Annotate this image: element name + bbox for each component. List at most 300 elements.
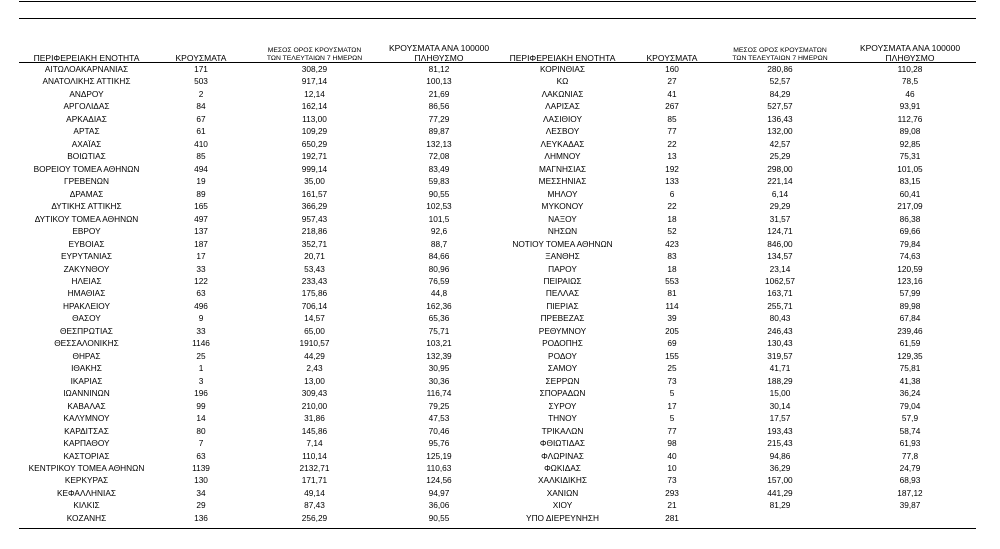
region-cell: ΙΩΑΝΝΙΝΩΝ (63, 388, 110, 399)
cases-cell: 410 (194, 138, 208, 149)
per100k-cell: 110,28 (897, 64, 923, 74)
per100k-cell: 132,13 (426, 138, 452, 149)
avg7-cell: 84,29 (769, 88, 791, 99)
cases-cell: 33 (196, 325, 206, 336)
avg7-cell: 113,00 (302, 113, 327, 124)
table-row (19, 287, 497, 299)
avg7-cell: 81,29 (769, 500, 791, 511)
per100k-cell: 100,13 (426, 76, 452, 87)
region-cell: ΜΗΛΟΥ (547, 188, 578, 199)
per100k-cell: 59,83 (428, 176, 450, 187)
header-per100k-left (381, 39, 497, 63)
region-cell: ΜΥΚΟΝΟΥ (541, 201, 584, 212)
table-row (497, 462, 976, 474)
per100k-cell: 84,66 (428, 251, 450, 262)
region-cell: ΛΑΣΙΘΙΟΥ (543, 113, 582, 124)
per100k-cell: 68,93 (899, 475, 921, 486)
avg7-cell: 193,43 (767, 425, 793, 436)
per100k-cell: 95,76 (428, 438, 450, 449)
region-cell: ΣΥΡΟΥ (548, 400, 577, 411)
cases-cell: 39 (667, 313, 677, 324)
region-cell: ΛΕΣΒΟΥ (545, 126, 580, 137)
cases-cell: 165 (194, 201, 208, 212)
avg7-cell: 215,43 (767, 438, 793, 449)
header-region-right-label: ΠΕΡΙΦΕΡΕΙΑΚΗ ΕΝΟΤΗΤΑ (509, 53, 616, 63)
avg7-cell: 6,14 (771, 188, 789, 199)
cases-cell: 553 (665, 275, 679, 286)
region-cell: ΚΟΖΑΝΗΣ (66, 512, 107, 523)
cases-cell: 99 (196, 400, 206, 411)
cases-cell: 5 (669, 388, 675, 399)
per100k-cell: 79,84 (899, 238, 921, 249)
table-row (19, 362, 497, 374)
table-row (19, 200, 497, 212)
avg7-cell: 132,00 (767, 126, 793, 137)
region-cell: ΝΗΣΩΝ (547, 226, 578, 237)
per100k-cell: 124,56 (426, 475, 452, 486)
per100k-cell: 36,24 (899, 388, 921, 399)
avg7-cell: 319,57 (767, 350, 793, 361)
cases-cell: 19 (196, 176, 206, 187)
per100k-cell: 86,56 (428, 101, 450, 112)
per100k-cell: 30,95 (428, 363, 450, 374)
cases-cell: 130 (194, 475, 208, 486)
region-cell: ΥΠΟ ΔΙΕΡΕΥΝΗΣΗ (526, 512, 599, 523)
table-row (497, 138, 976, 150)
cases-cell: 187 (194, 238, 208, 249)
region-cell: ΡΟΔΟΠΗΣ (542, 338, 583, 349)
region-cell: ΧΙΟΥ (552, 500, 573, 511)
avg7-cell: 25,29 (769, 151, 791, 162)
header-avg7-left-label: ΜΕΣΟΣ ΟΡΟΣ ΚΡΟΥΣΜΑΤΩΝ ΤΩΝ ΤΕΛΕΥΤΑΙΩΝ 7 ΗΜΕΡΩΝ (266, 47, 363, 62)
cases-cell: 33 (196, 263, 206, 274)
per100k-cell: 46 (905, 88, 915, 99)
avg7-cell: 53,43 (304, 263, 325, 274)
table-row (19, 312, 497, 324)
avg7-cell: 80,43 (769, 313, 791, 324)
table-row (497, 400, 976, 412)
region-cell: ΗΛΕΙΑΣ (71, 275, 102, 286)
region-cell: ΝΟΤΙΟΥ ΤΟΜΕΑ ΑΘΗΝΩΝ (512, 238, 613, 249)
region-cell: ΦΩΚΙΔΑΣ (544, 463, 581, 473)
table-row (497, 487, 976, 499)
avg7-cell: 31,57 (769, 213, 791, 224)
header-region-left (19, 39, 154, 63)
avg7-cell (716, 512, 844, 524)
avg7-cell: 29,29 (769, 201, 791, 212)
cases-cell: 6 (669, 188, 675, 199)
region-cell: ΖΑΚΥΝΘΟΥ (63, 263, 110, 274)
table-row (19, 238, 497, 250)
table-row (497, 63, 976, 75)
cases-cell: 133 (665, 176, 679, 187)
per100k-cell: 81,12 (428, 64, 450, 74)
table-row (19, 437, 497, 449)
avg7-cell: 124,71 (767, 226, 793, 237)
cases-cell: 73 (667, 475, 677, 486)
region-cell: ΔΡΑΜΑΣ (69, 188, 104, 199)
avg7-cell: 87,43 (304, 500, 325, 511)
table-row (19, 175, 497, 187)
region-cell: ΣΑΜΟΥ (547, 363, 578, 374)
per100k-cell: 120,59 (897, 263, 923, 274)
per100k-cell: 101,05 (897, 163, 923, 174)
header-cases-right (628, 39, 716, 63)
per100k-cell: 89,08 (899, 126, 921, 137)
per100k-cell: 92,6 (430, 226, 448, 237)
per100k-cell (844, 512, 976, 524)
avg7-cell: 352,71 (301, 238, 328, 249)
cases-cell: 34 (196, 487, 206, 498)
avg7-cell: 917,14 (301, 76, 328, 87)
header-avg7-left (248, 39, 381, 63)
table-row (497, 250, 976, 262)
table-row (497, 225, 976, 237)
cases-cell: 85 (196, 151, 206, 162)
table-row (497, 425, 976, 437)
table-row (497, 75, 976, 87)
avg7-cell: 309,43 (301, 388, 328, 399)
avg7-cell: 957,43 (301, 213, 328, 224)
cases-cell: 21 (667, 500, 677, 511)
per100k-cell: 77,8 (901, 450, 919, 461)
table-row (497, 163, 976, 175)
region-cell: ΑΡΚΑΔΙΑΣ (66, 113, 107, 124)
cases-cell: 67 (196, 113, 206, 124)
cases-cell: 3 (198, 375, 204, 386)
cases-cell: 84 (196, 101, 206, 112)
avg7-cell: 188,29 (767, 375, 793, 386)
avg7-cell: 255,71 (767, 300, 793, 311)
table-row (19, 125, 497, 137)
table-row (497, 312, 976, 324)
table-row (19, 163, 497, 175)
per100k-cell: 132,39 (426, 350, 452, 361)
region-cell: ΡΟΔΟΥ (548, 350, 577, 361)
avg7-cell: 246,43 (767, 325, 793, 336)
table-row (19, 325, 497, 337)
cases-cell: 281 (665, 512, 679, 523)
cases-cell: 18 (667, 213, 677, 224)
region-cell: ΔΥΤΙΚΗΣ ΑΤΤΙΚΗΣ (51, 201, 122, 212)
cases-cell: 293 (665, 487, 679, 498)
avg7-cell: 14,57 (304, 313, 325, 324)
per100k-cell: 88,7 (430, 238, 448, 249)
cases-cell: 29 (196, 500, 206, 511)
cases-cell: 13 (667, 151, 677, 162)
region-cell: ΠΡΕΒΕΖΑΣ (540, 313, 585, 324)
cases-cell: 1139 (192, 463, 210, 473)
header-per100k-right (844, 39, 976, 63)
per100k-cell: 116,74 (426, 388, 452, 399)
per100k-cell: 79,25 (428, 400, 450, 411)
table-row (19, 100, 497, 112)
avg7-cell: 218,86 (301, 226, 328, 237)
header-avg7-right-label: ΜΕΣΟΣ ΟΡΟΣ ΚΡΟΥΣΜΑΤΩΝ ΤΩΝ ΤΕΛΕΥΤΑΙΩΝ 7 ΗΜΕΡΩΝ (732, 47, 828, 62)
cases-cell: 5 (669, 413, 675, 424)
table-row (19, 512, 497, 524)
cases-cell: 1146 (192, 338, 210, 349)
avg7-cell: 441,29 (767, 487, 793, 498)
avg7-cell: 94,86 (769, 450, 791, 461)
cases-cell: 25 (196, 350, 206, 361)
table-row (497, 275, 976, 287)
avg7-cell: 31,86 (304, 413, 325, 424)
cases-cell: 22 (667, 201, 677, 212)
region-cell: ΕΥΡΥΤΑΝΙΑΣ (60, 251, 113, 262)
per100k-cell: 89,87 (428, 126, 450, 137)
avg7-cell: 109,29 (301, 126, 328, 137)
table-row (19, 450, 497, 462)
per100k-cell: 61,93 (899, 438, 921, 449)
per100k-cell: 89,98 (899, 300, 921, 311)
table-row (497, 263, 976, 275)
header-per100k-left-label: ΚΡΟΥΣΜΑΤΑ ΑΝΑ 100000 ΠΛΗΘΥΣΜΟ (388, 43, 490, 63)
table-row (497, 450, 976, 462)
table-row (497, 325, 976, 337)
per100k-cell: 110,63 (426, 463, 452, 473)
avg7-cell: 110,14 (302, 450, 327, 461)
left-data-table (19, 63, 497, 524)
cases-cell: 136 (194, 512, 208, 523)
per100k-cell: 65,36 (428, 313, 450, 324)
table-row (19, 425, 497, 437)
region-cell: ΦΘΙΩΤΙΔΑΣ (539, 438, 586, 449)
cases-cell: 41 (667, 88, 677, 99)
region-cell: ΚΑΡΠΑΘΟΥ (63, 438, 110, 449)
avg7-cell: 298,00 (767, 163, 793, 174)
avg7-cell: 157,00 (767, 475, 793, 486)
avg7-cell: 846,00 (767, 238, 793, 249)
table-row (19, 250, 497, 262)
avg7-cell: 12,14 (304, 88, 325, 99)
cases-cell: 192 (665, 163, 679, 174)
region-cell: ΗΜΑΘΙΑΣ (67, 288, 106, 299)
cases-cell: 1 (198, 363, 204, 374)
region-cell: ΧΑΛΚΙΔΙΚΗΣ (538, 475, 587, 486)
region-cell: ΙΘΑΚΗΣ (71, 363, 102, 374)
per100k-cell: 57,99 (899, 288, 921, 299)
region-cell: ΚΕΡΚΥΡΑΣ (64, 475, 109, 486)
per100k-cell: 129,35 (897, 350, 923, 361)
per100k-cell: 239,46 (897, 325, 923, 336)
top-border-rule (19, 1, 976, 2)
avg7-cell: 35,00 (304, 176, 325, 187)
header-cases-left (154, 39, 248, 63)
header-cases-left-label: ΚΡΟΥΣΜΑΤΑ (175, 53, 227, 63)
region-cell: ΤΡΙΚΑΛΩΝ (541, 425, 584, 436)
region-cell: ΠΕΙΡΑΙΩΣ (543, 275, 582, 286)
cases-cell: 83 (667, 251, 677, 262)
table-row (19, 188, 497, 200)
avg7-cell: 20,71 (304, 251, 325, 262)
per100k-cell: 90,55 (428, 188, 450, 199)
region-cell: ΘΕΣΣΑΛΟΝΙΚΗΣ (54, 338, 119, 349)
table-row (497, 188, 976, 200)
cases-cell: 137 (194, 226, 208, 237)
cases-cell: 10 (667, 463, 677, 473)
per100k-cell: 78,5 (901, 76, 919, 87)
cases-cell: 114 (665, 300, 679, 311)
avg7-cell: 175,86 (301, 288, 328, 299)
table-row (19, 213, 497, 225)
cases-cell: 63 (196, 450, 206, 461)
cases-cell: 63 (196, 288, 206, 299)
avg7-cell: 145,86 (301, 425, 328, 436)
table-row (497, 350, 976, 362)
cases-cell: 494 (194, 163, 208, 174)
avg7-cell: 163,71 (767, 288, 793, 299)
per100k-cell: 75,81 (899, 363, 921, 374)
per100k-cell: 101,5 (428, 213, 450, 224)
table-row (19, 263, 497, 275)
table-row (497, 213, 976, 225)
table-row (19, 75, 497, 87)
table-row (19, 63, 497, 75)
cases-cell: 69 (667, 338, 677, 349)
region-cell: ΣΠΟΡΑΔΩΝ (539, 388, 586, 399)
per100k-cell: 70,46 (428, 425, 450, 436)
header-region-right (497, 39, 628, 63)
table-row (497, 474, 976, 486)
per100k-cell: 47,53 (428, 413, 450, 424)
region-cell: ΛΗΜΝΟΥ (544, 151, 581, 162)
table-row (19, 375, 497, 387)
region-cell: ΒΟΙΩΤΙΑΣ (67, 151, 106, 162)
cases-cell: 17 (196, 251, 206, 262)
avg7-cell: 30,14 (769, 400, 791, 411)
region-cell: ΚΑΣΤΟΡΙΑΣ (63, 450, 110, 461)
table-row (497, 125, 976, 137)
per100k-cell: 75,31 (899, 151, 921, 162)
avg7-cell: 65,00 (304, 325, 325, 336)
region-cell: ΑΙΤΩΛΟΑΚΑΡΝΑΝΙΑΣ (44, 64, 129, 74)
table-row (497, 437, 976, 449)
table-row (19, 499, 497, 511)
cases-cell: 81 (667, 288, 677, 299)
per100k-cell: 83,15 (899, 176, 921, 187)
table-row (19, 350, 497, 362)
table-row (497, 375, 976, 387)
table-row (497, 175, 976, 187)
per100k-cell: 21,69 (428, 88, 450, 99)
per100k-cell: 58,74 (899, 425, 921, 436)
cases-cell: 73 (667, 375, 677, 386)
cases-cell: 17 (667, 400, 677, 411)
region-cell: ΚΑΒΑΛΑΣ (67, 400, 106, 411)
per100k-cell: 41,38 (899, 375, 921, 386)
per100k-cell: 80,96 (428, 263, 450, 274)
per100k-cell: 112,76 (897, 113, 923, 124)
cases-cell: 155 (665, 350, 679, 361)
cases-cell: 61 (196, 126, 206, 137)
per100k-cell: 162,36 (426, 300, 452, 311)
avg7-cell: 366,29 (301, 201, 328, 212)
table-row (19, 138, 497, 150)
avg7-cell: 136,43 (767, 113, 793, 124)
region-cell: ΠΕΛΛΑΣ (545, 288, 580, 299)
cases-cell: 89 (196, 188, 206, 199)
per100k-cell: 76,59 (428, 275, 450, 286)
per100k-cell: 86,38 (899, 213, 921, 224)
table-row (19, 462, 497, 474)
region-cell: ΑΡΤΑΣ (73, 126, 100, 137)
avg7-cell: 52,57 (769, 76, 791, 87)
table-row (497, 387, 976, 399)
region-cell: ΙΚΑΡΙΑΣ (70, 375, 103, 386)
table-row (497, 499, 976, 511)
cases-cell: 205 (665, 325, 679, 336)
avg7-cell: 44,29 (304, 350, 325, 361)
avg7-cell: 2,43 (306, 363, 323, 374)
avg7-cell: 171,71 (301, 475, 328, 486)
per100k-cell: 187,12 (897, 487, 923, 498)
table-row (497, 362, 976, 374)
per100k-cell: 24,79 (899, 463, 921, 473)
region-cell: ΚΑΡΔΙΤΣΑΣ (64, 425, 109, 436)
avg7-cell: 280,86 (767, 64, 793, 74)
cases-cell: 196 (194, 388, 208, 399)
cases-cell: 52 (667, 226, 677, 237)
region-cell: ΚΟΡΙΝΘΙΑΣ (540, 64, 585, 74)
avg7-cell: 192,71 (301, 151, 328, 162)
region-cell: ΗΡΑΚΛΕΙΟΥ (62, 300, 111, 311)
region-cell: ΝΑΞΟΥ (548, 213, 577, 224)
table-row (497, 512, 976, 524)
per100k-cell: 90,55 (428, 512, 450, 523)
avg7-cell: 41,71 (769, 363, 791, 374)
header-avg7-right (716, 39, 844, 63)
per100k-cell: 125,19 (426, 450, 452, 461)
table-row (19, 400, 497, 412)
cases-cell: 160 (665, 64, 679, 74)
per100k-cell: 36,06 (428, 500, 450, 511)
avg7-cell: 1062,57 (765, 275, 795, 286)
cases-cell: 85 (667, 113, 677, 124)
avg7-cell: 49,14 (304, 487, 325, 498)
region-cell: ΧΑΝΙΩΝ (546, 487, 579, 498)
region-cell: ΚΩ (556, 76, 569, 87)
avg7-cell: 15,00 (769, 388, 791, 399)
region-cell: ΦΛΩΡΙΝΑΣ (541, 450, 584, 461)
per100k-cell: 217,09 (897, 201, 923, 212)
per100k-cell: 75,71 (428, 325, 450, 336)
avg7-cell: 221,14 (767, 176, 793, 187)
table-row (19, 113, 497, 125)
avg7-cell: 210,00 (301, 400, 328, 411)
region-cell: ΒΟΡΕΙΟΥ ΤΟΜΕΑ ΑΘΗΝΩΝ (33, 163, 140, 174)
avg7-cell: 650,29 (301, 138, 328, 149)
table-row (497, 150, 976, 162)
table-row (19, 474, 497, 486)
per100k-cell: 92,85 (899, 138, 921, 149)
region-cell: ΚΙΛΚΙΣ (73, 500, 100, 511)
table-row (497, 337, 976, 349)
bottom-border-rule (19, 528, 976, 529)
per100k-cell: 57,9 (901, 413, 919, 424)
per100k-cell: 102,53 (426, 201, 452, 212)
region-cell: ΓΡΕΒΕΝΩΝ (64, 176, 109, 187)
cases-cell: 14 (196, 413, 206, 424)
avg7-cell: 233,43 (301, 275, 328, 286)
table-row (19, 487, 497, 499)
region-cell: ΑΝΑΤΟΛΙΚΗΣ ΑΤΤΙΚΗΣ (42, 76, 131, 87)
table-row (19, 412, 497, 424)
per100k-cell: 83,49 (428, 163, 450, 174)
per100k-cell: 94,97 (428, 487, 450, 498)
region-cell: ΑΝΔΡΟΥ (69, 88, 104, 99)
region-cell: ΠΑΡΟΥ (548, 263, 577, 274)
